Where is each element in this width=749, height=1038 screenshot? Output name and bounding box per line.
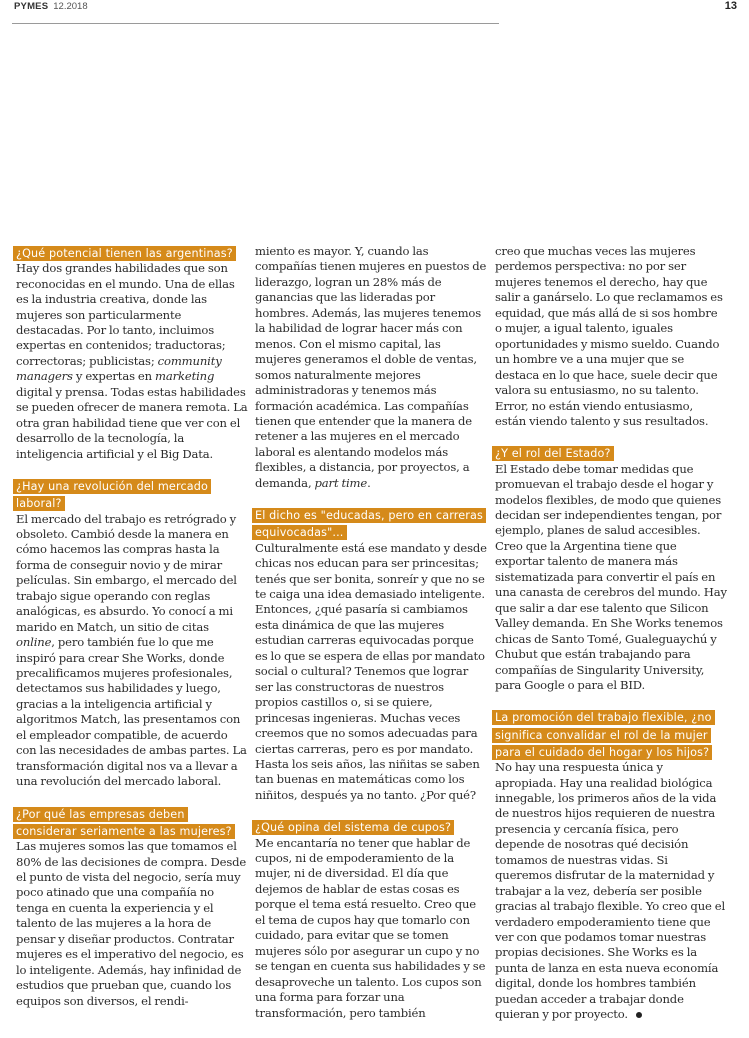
answer-text: Me encantaría no tener que hablar de cupos, ni de empoderamiento de la mujer, ni de diversidad. El día que dejemos de hablar de estas cosas es porque el tema está resuelto. Creo que el tema de cupos hay que tomarlo con cuidado, para evitar que se tomen mujeres sólo por asegurar un cupo y no se tengan en cuenta sus habilidades y se desaproveche un talento. Los cupos son una forma para forzar una transformación, pero también [255,835,486,1020]
qa-continuation [255,244,487,491]
question-heading: ¿Qué potencial tienen las argentinas? [13,246,236,261]
question-heading: ¿Qué opina del sistema de cupos? [252,820,454,835]
answer-body: No hay una respuesta única y apropiada. Hay una realidad biológica innegable, los primeros años de la vida de nuestros hijos requieren de nuestra presencia y cercanía física, pero depende de nosotras qué decisión tomamos de nuestras vidas. Si queremos disfrutar de la maternidad y trabajar a la vez, debería ser posible gracias al trabajo flexible. Yo creo que el verdadero empoderamiento tiene que ver con que podamos tomar nuestras propias decisiones. She Works es la punta de lanza en esta nueva economía digital, donde los hombres también puedan acceder a trabajar donde quieran y por proyecto. [495,760,726,1022]
question-heading: ¿Y el rol del Estado? [492,446,614,461]
answer-text: Culturalmente está ese mandato y desde chicas nos educan para ser princesitas; tenés que ser bonita, sonreír y que no se te caiga una idea demasiado inteligente. Entonces, ¿qué pasaría si cambiamos esta dinámica de que las mujeres estudian carreras equivocadas porque es lo que se espera de ellas por mandato social o cultural? Tenemos que lograr ser las constructoras de nuestros propios castillos o, si se quiere, princesas ingenieras. Muchas veces creemos que no somos adecuadas para ciertas carreras, pero es por mandato. Hasta los seis años, las niñitas se saben tan buenas en matemáticas como los niñitos, después ya no tanto. ¿Por qué? [255,540,487,802]
qa-block [495,444,727,693]
question-heading: ¿Hay una revolución del mercado laboral? [13,479,211,511]
qa-block [255,506,487,803]
qa-block [16,805,248,1009]
page-number: 13 [724,0,737,12]
answer-text: El Estado debe tomar medidas que promuevan el trabajo desde el hogar y modelos flexibles, de modo que quienes decidan ser independientes tengan, por ejemplo, planes de salud accesibles. Creo que la Argentina tiene que exportar talento de manera más sistematizada para convertir el país en una canasta de cerebros del mundo. Hay que salir a dar ese talento que Silicon Valley demanda. En She Works tenemos chicas de Santo Tomé, Gualeguaychú y Chubut que están trabajando para compañías de Singularity University, para Google o para el BID. [495,461,727,692]
qa-continuation [495,244,727,429]
column-3 [495,244,727,1038]
question-heading: El dicho es "educadas, pero en carreras equivocadas"... [252,508,486,540]
header-rule [12,23,499,24]
answer-text: Las mujeres somos las que tomamos el 80% de las decisiones de compra. Desde el punto de vista del negocio, sería muy poco atinado que una compañía no tenga en cuenta la experiencia y el talento de las mujeres a la hora de pensar y diseñar productos. Contratar mujeres es el imperativo del negocio, es lo inteligente. Además, hay infinidad de estudios que prueban que, cuando los equipos son diversos, el rendi- [16,839,247,1008]
page-header [10,0,739,30]
end-of-article-bullet-icon [636,1012,642,1018]
answer-text: miento es mayor. Y, cuando las compañías tienen mujeres en puestos de liderazgo, logran un 28% más de ganancias que las lideradas por hombres. Además, las mujeres tenemos la habilidad de lograr hacer más con menos. Con el mismo capital, las mujeres generamos el doble de ventas, somos naturalmente mejores administradoras y tenemos más formación académica. Las compañías tienen que entender que la manera de retener a las mujeres en el mercado laboral es alentando modelos más flexibles, a distancia, por proyectos, a demanda, part time. [255,244,487,490]
answer-text: Hay dos grandes habilidades que son reconocidas en el mundo. Una de ellas es la industria creativa, donde las mujeres son particularmente destacadas. Por lo tanto, incluimos expertas en contenidos; traductoras; correctoras; publicistas; community managers y expertas en marketing digital y prensa. Todas estas habilidades se pueden ofrecer de manera remota. La otra gran habilidad tiene que ver con el desarrollo de la tecnología, la inteligencia artificial y el Big Data. [16,261,248,461]
issue-date: 12.2018 [53,1,88,12]
column-2 [255,244,487,1036]
question-heading: ¿Por qué las empresas deben considerar seriamente a las mujeres? [13,807,235,839]
qa-block [255,818,487,1021]
section-name: PYMES [14,1,49,12]
publication-label [14,1,88,12]
answer-text: El mercado del trabajo es retrógrado y obsoleto. Cambió desde la manera en cómo hacemos las compras hasta la forma de conseguir novio y de mirar películas. Sin embargo, el mercado del trabajo sigue operando con reglas analógicas, es absurdo. Yo conocí a mi marido en Match, un sitio de citas online, pero también fue lo que me inspiró para crear She Works, donde precalificamos mujeres profesionales, detectamos sus habilidades y luego, gracias a la inteligencia artificial y algoritmos Match, las presentamos con el empleador compatible, de acuerdo con las necesidades de ambas partes. La transformación digital nos va a llevar a una revolución del mercado laboral. [16,511,247,789]
column-1 [16,244,248,1024]
answer-text [495,760,727,1023]
qa-block [16,477,248,790]
question-heading: La promoción del trabajo flexible, ¿no significa convalidar el rol de la mujer para el cuidado del hogar y los hijos? [492,710,715,759]
qa-block [16,244,248,462]
qa-block [495,708,727,1022]
answer-text: creo que muchas veces las mujeres perdemos perspectiva: no por ser mujeres tenemos el derecho, hay que salir a ganárselo. Lo que reclamamos es equidad, que más allá de si sos hombre o mujer, a igual talento, iguales oportunidades y mismo sueldo. Cuando un hombre ve a una mujer que se destaca en lo que hace, suele decir que valora su entusiasmo, no su talento. Error, no están viendo entusiasmo, están viendo talento y sus resultados. [495,244,723,428]
